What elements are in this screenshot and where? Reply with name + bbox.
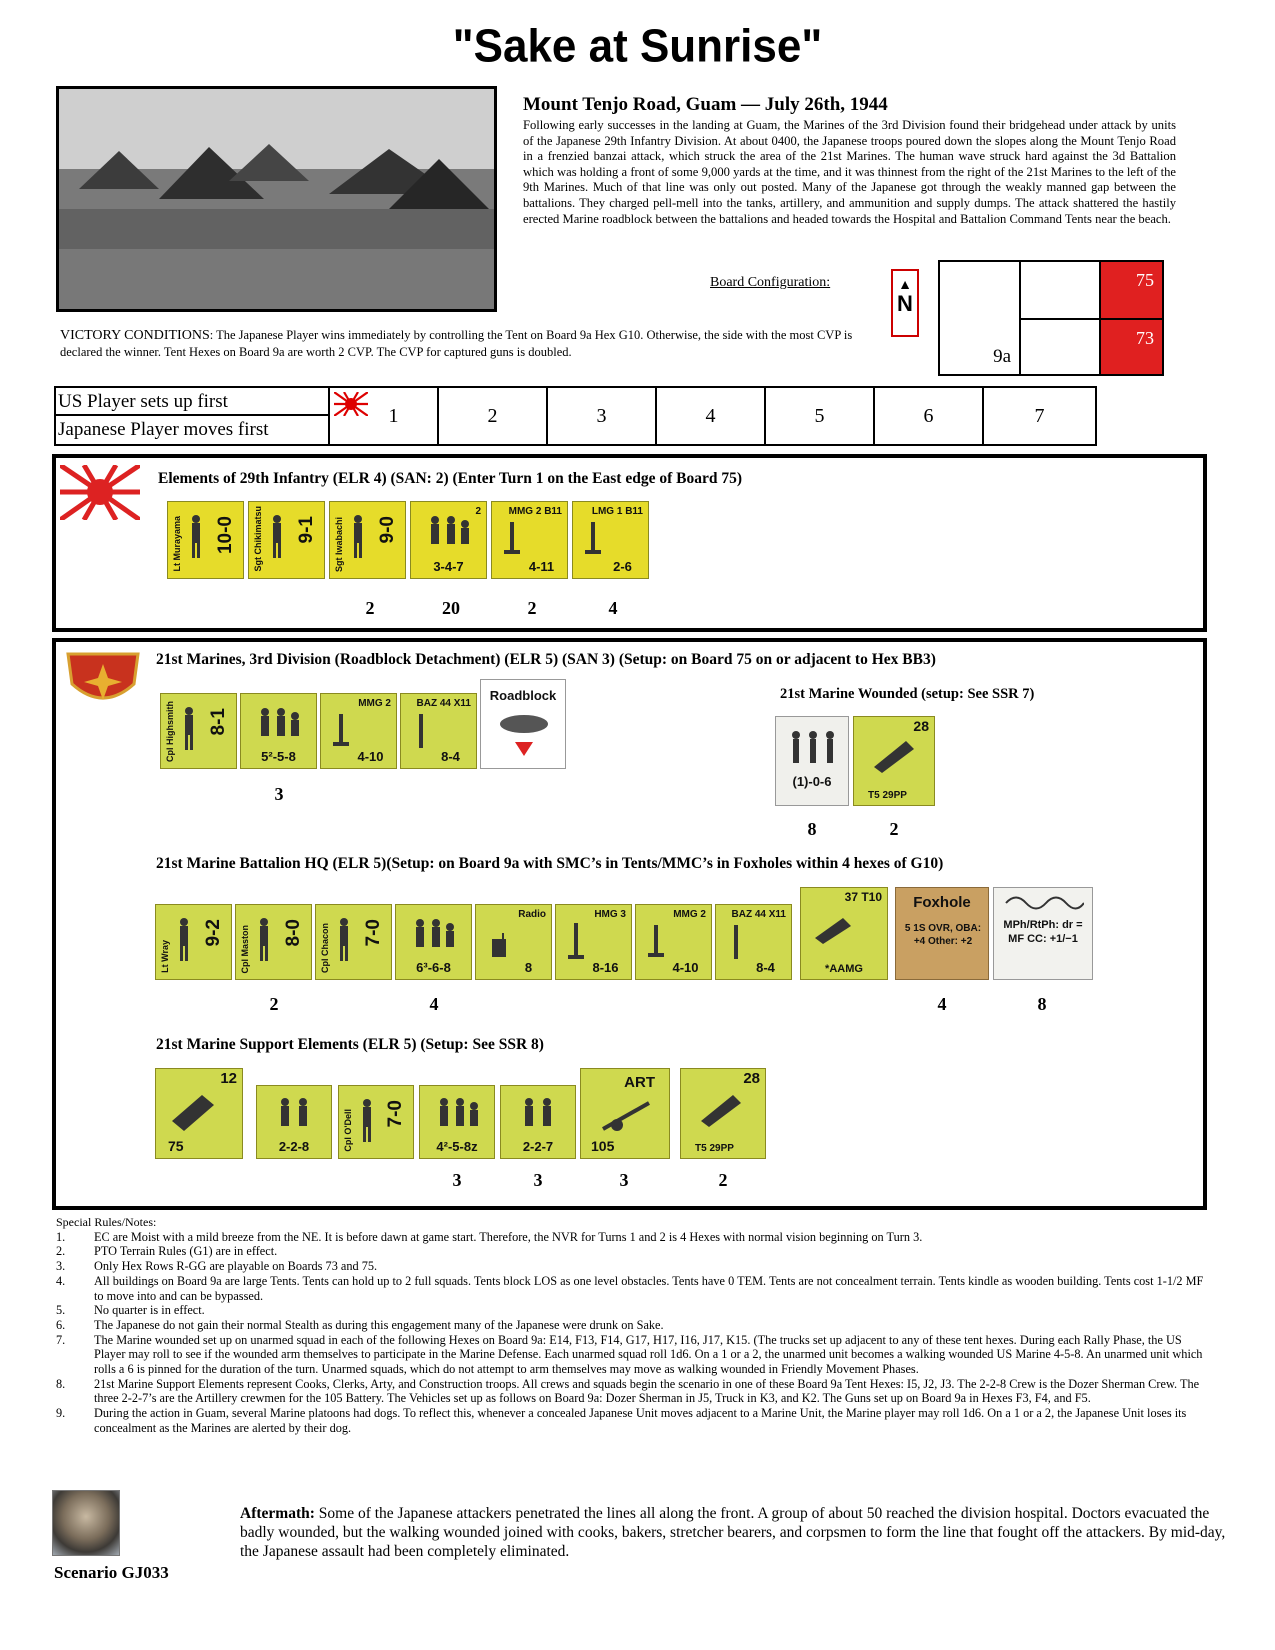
- counter-roadblock[interactable]: [480, 679, 566, 769]
- counter-marine-wounded[interactable]: [775, 716, 849, 806]
- rule-text: Only Hex Rows R-GG are playable on Boards 73 and 75.: [94, 1259, 378, 1274]
- counter-japanese-squad[interactable]: [410, 501, 487, 579]
- counter-value: 105: [591, 1138, 615, 1154]
- compass-letter: N: [897, 291, 913, 316]
- counter-leader-name: Cpl Highsmith: [165, 701, 175, 762]
- counter-cpl-highsmith[interactable]: [160, 693, 237, 769]
- counter-leader-name: Cpl Maston: [240, 924, 250, 973]
- counter-value: (1)-0-6: [792, 774, 832, 789]
- counter-hq-squad[interactable]: [395, 904, 472, 980]
- machine-gun-icon: [502, 522, 522, 562]
- counter-top-text: 12: [220, 1070, 237, 1087]
- special-rule: [56, 1406, 1206, 1435]
- squad-figures-icon: [410, 917, 458, 951]
- counter-value: 75: [168, 1138, 184, 1154]
- scenario-id: Scenario GJ033: [54, 1563, 169, 1582]
- victory-conditions-text: : The Japanese Player wins immediately by controlling the Tent on Board 9a Hex G10. Otherwise, the side with the most CVP is declared the winner. Tent Hexes on Board 9a are worth 2 CVP. The CVP for captured guns is doubled.: [60, 328, 853, 359]
- rising-sun-flag-icon: [60, 465, 140, 520]
- counter-value: 7-0: [363, 919, 384, 947]
- rule-text: 21st Marine Support Elements represent Cooks, Clerks, Arty, and Construction troops. All crews and squads begin the scenario in one of these Board 9a Tent Hexes: I5, J2, J3. The 2-2-8 Crew is the Dozer Sherman Crew. The three 2-2-7’s are the Artillery crewmen for the 105 Battery. The Vehicles set up as follows on Board 9a: Dozer Sherman in J5, Truck in K3, and K2. The Guns set up on Board 9a in Hexes F3, F4, and F5.: [94, 1376, 1200, 1406]
- counter-value: 9-1: [296, 516, 317, 544]
- counter-cpl-maston[interactable]: [235, 904, 312, 980]
- special-rules-heading: Special Rules/Notes:: [56, 1215, 157, 1229]
- roadblock-debris-icon: [495, 712, 553, 762]
- counter-value: MPh/RtPh: dr = MF CC: +1/−1: [1003, 919, 1083, 945]
- counter-artillery-crew[interactable]: [500, 1085, 576, 1159]
- leader-figure-icon: [267, 514, 287, 560]
- counter-value: 9-2: [203, 919, 224, 947]
- crew-figures-icon: [273, 1096, 317, 1130]
- counter-leader-name: Sgt Chikimatsu: [253, 506, 263, 572]
- counter-value: 8-0: [283, 919, 304, 947]
- rule-number: 7.: [56, 1332, 66, 1347]
- counter-dozer-sherman[interactable]: [155, 1068, 243, 1159]
- counter-value: 2-2-7: [522, 1139, 554, 1154]
- moves-first-label: Japanese Player moves first: [58, 419, 269, 440]
- count-maston: 2: [269, 994, 279, 1014]
- rule-text: EC are Moist with a mild breeze from the NE. It is before dawn at game start. Therefore, the NVR for Turns 1 and 2 is 4 Hexes with normal vision beginning on Turn 3.: [94, 1229, 923, 1244]
- turn-6: 6: [873, 388, 982, 444]
- turn-7: 7: [982, 388, 1095, 444]
- aftermath: [240, 1504, 1230, 1561]
- counter-top-text: ART: [624, 1074, 655, 1091]
- historical-photo: [56, 86, 497, 312]
- rule-number: 4.: [56, 1273, 66, 1288]
- scenario-introduction: Following early successes in the landing at Guam, the Marines of the 3rd Division found their bridgehead under attack by units of the Japanese 29th Infantry Division. At about 0400, the Japanese troops poured down the slopes along the Mount Tenjo Road in a frenzied banzai attack, which struck the area of the 21st Marines. The human wave struck hard against the 3d Battalion which was holding a front of some 9,000 yards at the time, and it was thinnest from the right of the 21st Marines to the left of the 9th Marines. Much of that line was only out posted. Many of the Japanese got through the weakly manned gap between the battalions. They charged pell-mell into the tanks, artillery, and ammunition and supply dumps. The attack shattered the hastily erected Marine roadblock between the battalions and headed towards the Hospital and Battalion Command Tents near the beach.: [523, 118, 1176, 226]
- leader-figure-icon: [186, 514, 206, 560]
- special-rule: [56, 1333, 1206, 1377]
- rule-number: 6.: [56, 1317, 66, 1332]
- count-chikimatsu: 2: [365, 598, 375, 618]
- counter-value: T5 29PP: [695, 1143, 734, 1154]
- count-wire: 8: [1037, 994, 1047, 1014]
- japanese-flag-icon: [334, 392, 368, 416]
- counter-marine-mmg[interactable]: [320, 693, 397, 769]
- howitzer-icon: [595, 1099, 655, 1133]
- special-rule: [56, 1318, 1206, 1333]
- counter-top-text: MMG 2: [673, 909, 706, 920]
- counter-leader-name: Cpl O'Dell: [343, 1109, 353, 1152]
- board-75-label: 75: [1136, 270, 1154, 290]
- counter-support-squad[interactable]: [419, 1085, 495, 1159]
- leader-figure-icon: [179, 706, 199, 752]
- counter-value: 4-10: [672, 960, 699, 975]
- count-foxhole: 4: [937, 994, 947, 1014]
- aftermath-label: Aftermath:: [240, 1505, 315, 1522]
- special-rule: [56, 1274, 1206, 1303]
- leader-figure-icon: [174, 917, 194, 963]
- counter-105-artillery[interactable]: [580, 1068, 670, 1159]
- counter-value: 4-11: [528, 559, 555, 574]
- counter-hq-bazooka[interactable]: [715, 904, 792, 980]
- counter-sgt-chikimatsu[interactable]: [248, 501, 325, 579]
- special-rules: [56, 1215, 1206, 1436]
- board-blank: [1021, 262, 1099, 320]
- counter-dozer-crew[interactable]: [256, 1085, 332, 1159]
- turn-4: 4: [655, 388, 764, 444]
- counter-marine-squad[interactable]: [240, 693, 317, 769]
- counter-top-text: MMG 2: [358, 698, 391, 709]
- leader-figure-icon: [357, 1098, 377, 1144]
- rule-number: 2.: [56, 1244, 66, 1259]
- rule-number: 3.: [56, 1259, 66, 1274]
- count-squads: 20: [442, 598, 460, 618]
- counter-hq-mmg[interactable]: [635, 904, 712, 980]
- squad-figures-icon: [255, 706, 303, 740]
- board-configuration-grid: [938, 260, 1164, 376]
- counter-value: 5²-5-8: [261, 749, 296, 764]
- roadblock-header: 21st Marines, 3rd Division (Roadblock Detachment) (ELR 5) (SAN 3) (Setup: on Board 75 on or adjacent to Hex BB3): [156, 651, 936, 668]
- rule-number: 5.: [56, 1303, 66, 1318]
- rule-number: 8.: [56, 1376, 66, 1391]
- tents-photo-graphic: [59, 89, 494, 309]
- setup-first-label: US Player sets up first: [56, 388, 328, 416]
- rule-number: 1.: [56, 1229, 66, 1244]
- victory-conditions: [60, 327, 860, 360]
- halftrack-icon: [813, 914, 853, 944]
- rule-text: No quarter is in effect.: [94, 1303, 205, 1318]
- counter-value: 6³-6-8: [416, 960, 451, 975]
- squad-figures-icon: [434, 1096, 482, 1130]
- count-artillery-crew: 3: [533, 1170, 543, 1190]
- count-marine-squad: 3: [274, 784, 284, 804]
- radio-icon: [490, 933, 508, 959]
- counter-leader-name: Sgt Iwabachi: [334, 516, 344, 572]
- leader-figure-icon: [254, 917, 274, 963]
- crew-figures-icon: [517, 1096, 561, 1130]
- barbed-wire-icon: [1004, 892, 1084, 914]
- counter-top-text: MMG 2 B11: [508, 506, 562, 517]
- rule-text: The Marine wounded set up on unarmed squad in each of the following Hexes on Board 9a: E14, F13, F14, G17, H17, I16, J17, K15. (The trucks set up adjacent to any of these tent hexes. During each Rally Phase, the US Player may roll to see if the wounded arm themselves to participate in the Marine Defense. Each unarmed squad roll 1d6. On a 1 or a 2, the unarmed unit becomes a walking wounded US Marine 4-5-8. An unarmed unit which rolls a 6 is pinned for the duration of the turn. Unarmed squads, which do not attempt to arm themselves may move as walking wounded in Friendly Movement Phases.: [94, 1332, 1203, 1377]
- soldier-portrait: [52, 1490, 120, 1556]
- bazooka-icon: [726, 925, 746, 965]
- special-rule: [56, 1230, 1206, 1245]
- count-lmg: 4: [608, 598, 618, 618]
- counter-support-truck[interactable]: [680, 1068, 766, 1159]
- special-rule: [56, 1377, 1206, 1406]
- special-rule: [56, 1259, 1206, 1274]
- counter-value: 3-4-7: [433, 559, 464, 574]
- counter-value: 9-0: [377, 516, 398, 544]
- counter-japanese-lmg[interactable]: [572, 501, 649, 579]
- rule-text: During the action in Guam, several Marine platoons had dogs. To reflect this, whenever a concealed Japanese Unit moves adjacent to a Marine Unit, the Marine player may roll 1d6. On a 1 or a 2, the Japanese Unit loses its concealment as the Marines are alerted by their dog.: [94, 1406, 1187, 1435]
- counter-value: *AAMG: [825, 963, 863, 975]
- counter-wire[interactable]: [993, 887, 1093, 980]
- aftermath-text: Some of the Japanese attackers penetrated the lines all along the front. A group of about 50 reached the division hospital. Doctors evacuated the badly wounded, but the walking wounded joined with cooks, bakers, stretcher bearers, and corpsmen to form the line that fought off the attackers. By mid-day, the Japanese assault had been completely eliminated.: [240, 1505, 1226, 1560]
- count-support-squad: 3: [452, 1170, 462, 1190]
- rule-number: 9.: [56, 1406, 66, 1421]
- board-blank-2: [1021, 320, 1099, 374]
- count-hq-squad: 4: [429, 994, 439, 1014]
- counter-value: 8: [524, 960, 533, 975]
- counter-radio[interactable]: [475, 904, 552, 980]
- counter-top-text: HMG 3: [594, 909, 626, 920]
- victory-conditions-label: VICTORY CONDITIONS: [60, 328, 210, 343]
- counter-japanese-mmg[interactable]: [491, 501, 568, 579]
- support-header: 21st Marine Support Elements (ELR 5) (Setup: See SSR 8): [156, 1036, 544, 1053]
- counter-value: T5 29PP: [868, 790, 907, 801]
- counter-value: 8-1: [208, 708, 229, 736]
- unarmed-figures-icon: [786, 729, 840, 769]
- hq-header: 21st Marine Battalion HQ (ELR 5)(Setup: on Board 9a with SMC’s in Tents/MMC’s in Foxholes within 4 hexes of G10): [156, 855, 944, 872]
- board-73-label: 73: [1136, 328, 1154, 348]
- counter-top-text: LMG 1 B11: [591, 506, 643, 517]
- turn-1-label: 1: [388, 405, 399, 427]
- tank-icon: [168, 1091, 218, 1131]
- board-75: [1099, 262, 1162, 320]
- counter-value: 8-4: [756, 960, 775, 975]
- counter-value: 4²-5-8z: [436, 1139, 478, 1154]
- special-rule: [56, 1244, 1206, 1259]
- turn-1: [328, 388, 437, 444]
- counter-top-text: 37 T10: [844, 890, 882, 904]
- squad-figures-icon: [425, 514, 473, 548]
- scenario-location-date: Mount Tenjo Road, Guam — July 26th, 1944: [523, 94, 888, 115]
- counter-top-text: 28: [913, 718, 929, 734]
- counter-leader-name: Lt Murayama: [172, 516, 182, 572]
- japanese-oob-header: Elements of 29th Infantry (ELR 4) (SAN: 2) (Enter Turn 1 on the East edge of Board 75): [158, 470, 742, 487]
- 3rd-marine-division-insignia-icon: [64, 648, 142, 710]
- counter-value: 7-0: [385, 1100, 406, 1128]
- machine-gun-icon: [646, 925, 666, 965]
- truck-icon: [699, 1091, 743, 1127]
- counter-hmg[interactable]: [555, 904, 632, 980]
- turn-3: 3: [546, 388, 655, 444]
- counter-value: 4-10: [357, 749, 384, 764]
- turn-2: 2: [437, 388, 546, 444]
- counter-top-text: 2: [475, 506, 481, 517]
- counter-value: 2-2-8: [278, 1139, 310, 1154]
- count-mmg: 2: [527, 598, 537, 618]
- roadblock-label: Roadblock: [489, 688, 557, 703]
- leader-figure-icon: [348, 514, 368, 560]
- counter-marine-bazooka[interactable]: [400, 693, 477, 769]
- board-73: [1099, 320, 1162, 374]
- counter-foxhole[interactable]: [895, 887, 989, 980]
- board-9a-label: 9a: [993, 346, 1011, 367]
- north-compass: [891, 269, 919, 337]
- counter-cpl-odell[interactable]: [338, 1085, 414, 1159]
- counter-top-text: BAZ 44 X11: [416, 698, 471, 709]
- counter-value: 2-6: [613, 559, 632, 574]
- count-support-truck: 2: [718, 1170, 728, 1190]
- counter-leader-name: Cpl Chacon: [320, 922, 330, 973]
- scenario-title: "Sake at Sunrise": [452, 20, 823, 73]
- turn-record-track: [54, 386, 1097, 446]
- rule-text: All buildings on Board 9a are large Tents. Tents can hold up to 2 full squads. Tents block LOS as one level obstacles. Tents have 0 TEM. Tents are not concealment terrain. Tents kindle as wooden building. Tents cost 1-1/2 MF to move into and can be bypassed.: [94, 1273, 1204, 1303]
- north-arrow-icon: ▲: [898, 276, 912, 292]
- counter-value: 10-0: [215, 516, 236, 555]
- count-wounded: 8: [807, 819, 817, 839]
- count-artillery: 3: [619, 1170, 629, 1190]
- turn-5: 5: [764, 388, 873, 444]
- counter-lt-wray[interactable]: [155, 904, 232, 980]
- counter-leader-name: Lt Wray: [160, 940, 170, 973]
- leader-figure-icon: [334, 917, 354, 963]
- wounded-header: 21st Marine Wounded (setup: See SSR 7): [780, 686, 1035, 702]
- counter-top-text: Radio: [518, 909, 546, 920]
- counter-sgt-iwabachi[interactable]: [329, 501, 406, 579]
- machine-gun-icon: [583, 522, 603, 562]
- board-configuration-label: Board Configuration:: [710, 275, 831, 290]
- count-trucks: 2: [889, 819, 899, 839]
- machine-gun-icon: [331, 714, 351, 754]
- counter-top-text: 5 1S OVR, OBA: +4 Other: +2: [904, 923, 982, 947]
- counter-cpl-chacon[interactable]: [315, 904, 392, 980]
- counter-top-text: BAZ 44 X11: [731, 909, 786, 920]
- counter-value: Foxhole: [913, 894, 971, 911]
- counter-value: 8-4: [441, 749, 460, 764]
- counter-marine-truck[interactable]: [853, 716, 935, 806]
- counter-aa-halftrack[interactable]: [800, 887, 888, 980]
- counter-value: 8-16: [592, 960, 619, 975]
- rule-text: PTO Terrain Rules (G1) are in effect.: [94, 1244, 278, 1259]
- board-9a: [940, 262, 1021, 374]
- counter-top-text: 28: [743, 1070, 760, 1087]
- bazooka-icon: [411, 714, 431, 754]
- truck-icon: [872, 737, 916, 773]
- counter-lt-murayama[interactable]: [167, 501, 244, 579]
- rule-text: The Japanese do not gain their normal Stealth as during this engagement many of the Japanese were drunk on Sake.: [94, 1317, 664, 1332]
- special-rule: [56, 1303, 1206, 1318]
